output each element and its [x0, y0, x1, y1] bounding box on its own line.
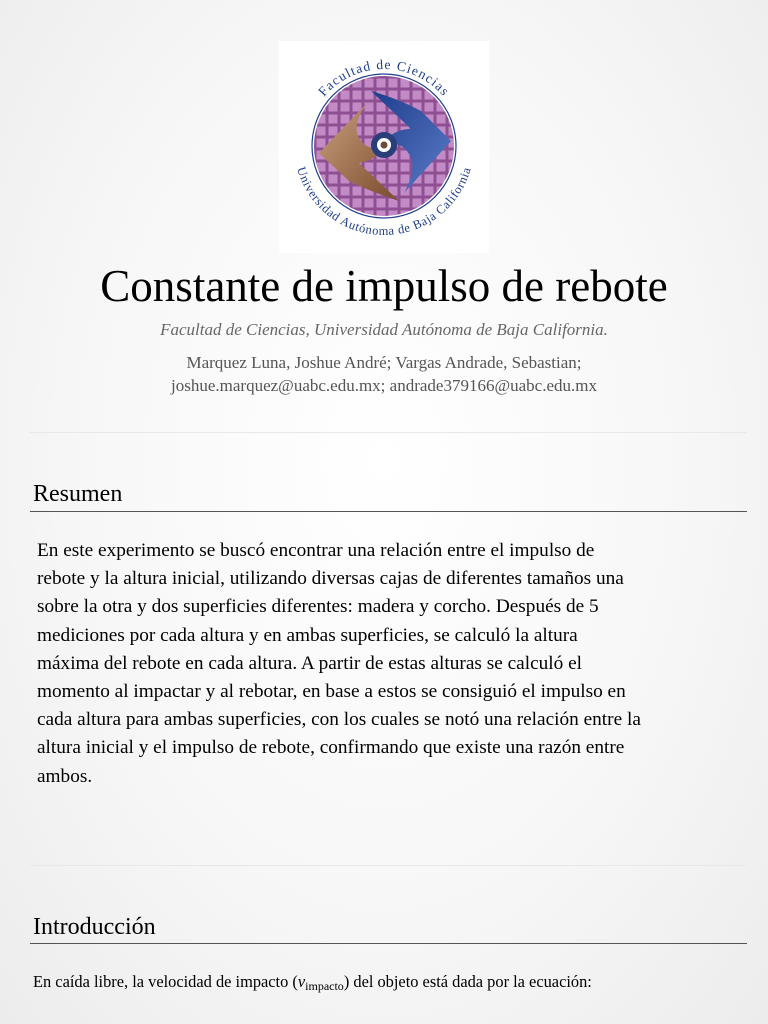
velocity-subscript: impacto [305, 979, 344, 993]
section-divider [30, 432, 746, 433]
university-logo [279, 41, 489, 253]
intro-text-after: ) del objeto está dada por la ecuación: [343, 972, 592, 991]
author-block [0, 351, 768, 397]
logo-bottom-text: Universidad Autónoma de Baja California [294, 165, 474, 239]
author-emails: joshue.marquez@uabc.edu.mx; andrade379166@uabc.edu.mx [171, 376, 597, 395]
abstract-line: sobre la otra y dos superficies diferentes: madera y corcho. Después de 5 [37, 596, 599, 618]
abstract-line: rebote y la altura inicial, utilizando diversas cajas de diferentes tamaños una [37, 568, 624, 590]
abstract-line: cada altura para ambas superficies, con los cuales se notó una relación entre la [37, 709, 641, 731]
abstract-line: ambos. [37, 765, 93, 787]
abstract-line: En este experimento se buscó encontrar una relación entre el impulso de [37, 540, 595, 561]
intro-heading: Introducción [33, 914, 156, 940]
intro-text-before: En caída libre, la velocidad de impacto ( [33, 972, 298, 991]
abstract-heading-rule [30, 511, 747, 512]
affiliation: Facultad de Ciencias, Universidad Autónoma de Baja California. [160, 320, 608, 339]
intro-heading-rule [30, 943, 747, 944]
velocity-symbol: v [297, 972, 306, 991]
faculty-seal-icon [279, 41, 489, 253]
abstract-line: máxima del rebote en cada altura. A partir de estas alturas se calculó el [37, 652, 582, 674]
abstract-text [37, 537, 741, 791]
paper-title: Constante de impulso de rebote [100, 261, 668, 311]
abstract-line: mediciones por cada altura y en ambas superficies, se calculó la altura [37, 624, 578, 646]
intro-paragraph [33, 970, 743, 998]
logo-top-text: Facultad de Ciencias [315, 56, 453, 100]
author-names: Marquez Luna, Joshue André; Vargas Andrade, Sebastian; [186, 353, 582, 372]
section-divider [30, 865, 746, 866]
abstract-line: altura inicial y el impulso de rebote, confirmando que existe una razón entre [37, 737, 625, 759]
abstract-line: momento al impactar y al rebotar, en base a estos se consiguió el impulso en [37, 681, 626, 703]
abstract-heading: Resumen [33, 481, 123, 507]
